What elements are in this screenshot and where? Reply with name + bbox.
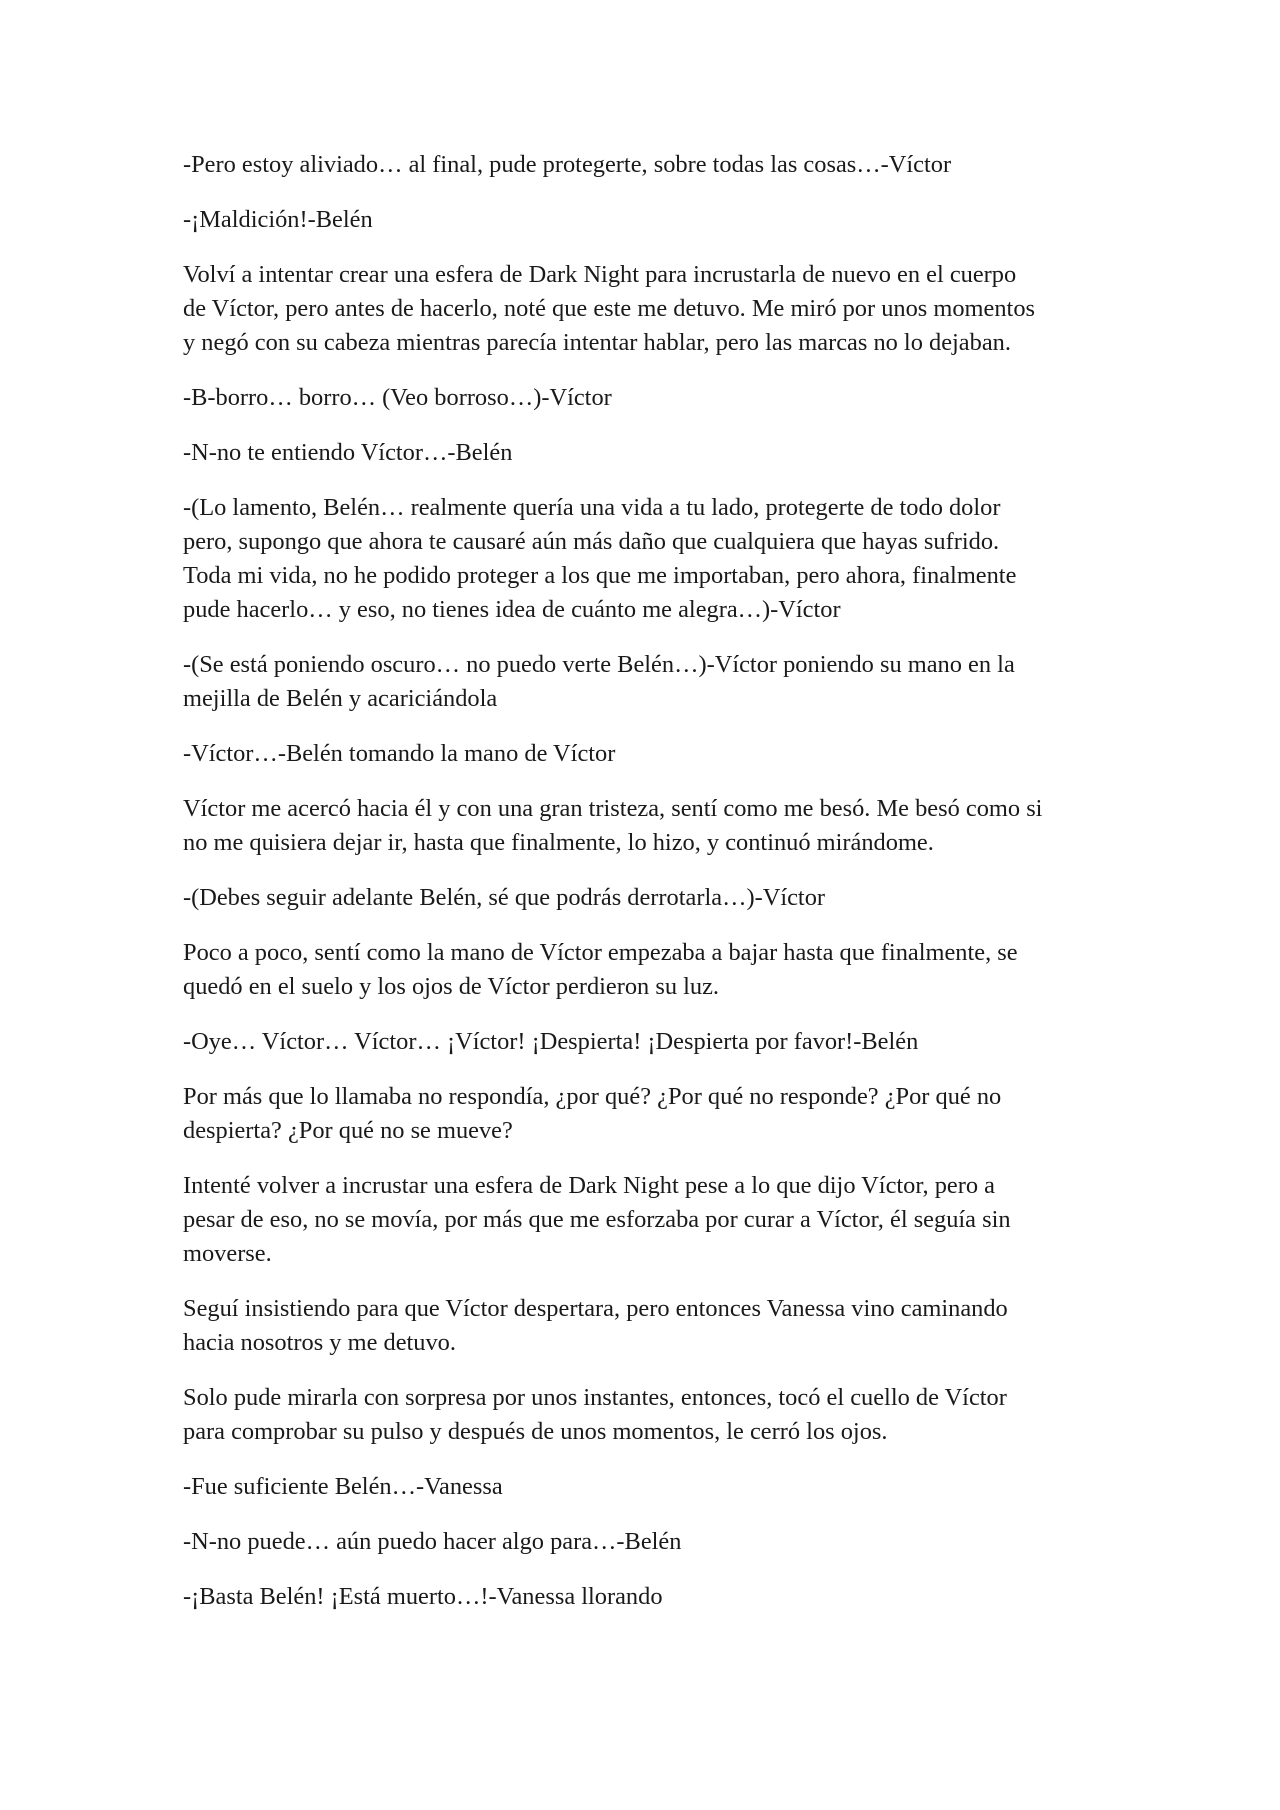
paragraph bbox=[183, 1292, 1103, 1360]
text-line: -(Debes seguir adelante Belén, sé que podrás derrotarla…)-Víctor bbox=[183, 884, 826, 911]
text-line: -Oye… Víctor… Víctor… ¡Víctor! ¡Despierta! ¡Despierta por favor!-Belén bbox=[183, 1028, 919, 1055]
text-line: -(Lo lamento, Belén… realmente quería una vida a tu lado, protegerte de todo dolor bbox=[183, 494, 1001, 521]
text-line: hacia nosotros y me detuvo. bbox=[183, 1329, 456, 1356]
paragraph bbox=[183, 258, 1103, 360]
paragraph bbox=[183, 792, 1103, 860]
paragraph bbox=[183, 1525, 1103, 1559]
text-line: -Fue suficiente Belén…-Vanessa bbox=[183, 1473, 503, 1500]
paragraph bbox=[183, 203, 1103, 237]
text-line: -N-no puede… aún puedo hacer algo para…-Belén bbox=[183, 1528, 682, 1555]
text-line: Volví a intentar crear una esfera de Dark Night para incrustarla de nuevo en el cuerpo bbox=[183, 261, 1017, 288]
text-line: Seguí insistiendo para que Víctor despertara, pero entonces Vanessa vino caminando bbox=[183, 1295, 1008, 1322]
text-line: y negó con su cabeza mientras parecía intentar hablar, pero las marcas no lo dejaban. bbox=[183, 329, 1011, 356]
document-page bbox=[183, 148, 1103, 1635]
text-line: pude hacerlo… y eso, no tienes idea de cuánto me alegra…)-Víctor bbox=[183, 596, 841, 623]
text-line: -(Se está poniendo oscuro… no puedo verte Belén…)-Víctor poniendo su mano en la bbox=[183, 651, 1015, 678]
text-line: -B-borro… borro… (Veo borroso…)-Víctor bbox=[183, 384, 612, 411]
text-line: -N-no te entiendo Víctor…-Belén bbox=[183, 439, 513, 466]
text-line: Víctor me acercó hacia él y con una gran tristeza, sentí como me besó. Me besó como si bbox=[183, 795, 1043, 822]
text-line: despierta? ¿Por qué no se mueve? bbox=[183, 1117, 513, 1144]
text-line: Intenté volver a incrustar una esfera de Dark Night pese a lo que dijo Víctor, pero a bbox=[183, 1172, 995, 1199]
text-line: de Víctor, pero antes de hacerlo, noté que este me detuvo. Me miró por unos momentos bbox=[183, 295, 1036, 322]
text-line: pero, supongo que ahora te causaré aún más daño que cualquiera que hayas sufrido. bbox=[183, 528, 1000, 555]
paragraph bbox=[183, 491, 1103, 627]
paragraph bbox=[183, 1080, 1103, 1148]
text-line: pesar de eso, no se movía, por más que me esforzaba por curar a Víctor, él seguía sin bbox=[183, 1206, 1011, 1233]
text-line: Por más que lo llamaba no respondía, ¿por qué? ¿Por qué no responde? ¿Por qué no bbox=[183, 1083, 1002, 1110]
text-line: -¡Basta Belén! ¡Está muerto…!-Vanessa llorando bbox=[183, 1583, 663, 1610]
paragraph bbox=[183, 737, 1103, 771]
paragraph bbox=[183, 436, 1103, 470]
paragraph bbox=[183, 648, 1103, 716]
text-line: Poco a poco, sentí como la mano de Víctor empezaba a bajar hasta que finalmente, se bbox=[183, 939, 1018, 966]
paragraph bbox=[183, 148, 1103, 182]
text-line: Solo pude mirarla con sorpresa por unos instantes, entonces, tocó el cuello de Víctor bbox=[183, 1384, 1007, 1411]
document-body bbox=[183, 148, 1103, 1614]
text-line: para comprobar su pulso y después de unos momentos, le cerró los ojos. bbox=[183, 1418, 888, 1445]
paragraph bbox=[183, 381, 1103, 415]
text-line: moverse. bbox=[183, 1240, 272, 1267]
text-line: -¡Maldición!-Belén bbox=[183, 206, 373, 233]
paragraph bbox=[183, 936, 1103, 1004]
paragraph bbox=[183, 1381, 1103, 1449]
text-line: Toda mi vida, no he podido proteger a los que me importaban, pero ahora, finalmente bbox=[183, 562, 1017, 589]
paragraph bbox=[183, 1169, 1103, 1271]
paragraph bbox=[183, 1025, 1103, 1059]
text-line: quedó en el suelo y los ojos de Víctor perdieron su luz. bbox=[183, 973, 720, 1000]
paragraph bbox=[183, 1580, 1103, 1614]
paragraph bbox=[183, 881, 1103, 915]
text-line: -Pero estoy aliviado… al final, pude protegerte, sobre todas las cosas…-Víctor bbox=[183, 151, 952, 178]
paragraph bbox=[183, 1470, 1103, 1504]
text-line: mejilla de Belén y acariciándola bbox=[183, 685, 498, 712]
text-line: -Víctor…-Belén tomando la mano de Víctor bbox=[183, 740, 616, 767]
text-line: no me quisiera dejar ir, hasta que finalmente, lo hizo, y continuó mirándome. bbox=[183, 829, 934, 856]
